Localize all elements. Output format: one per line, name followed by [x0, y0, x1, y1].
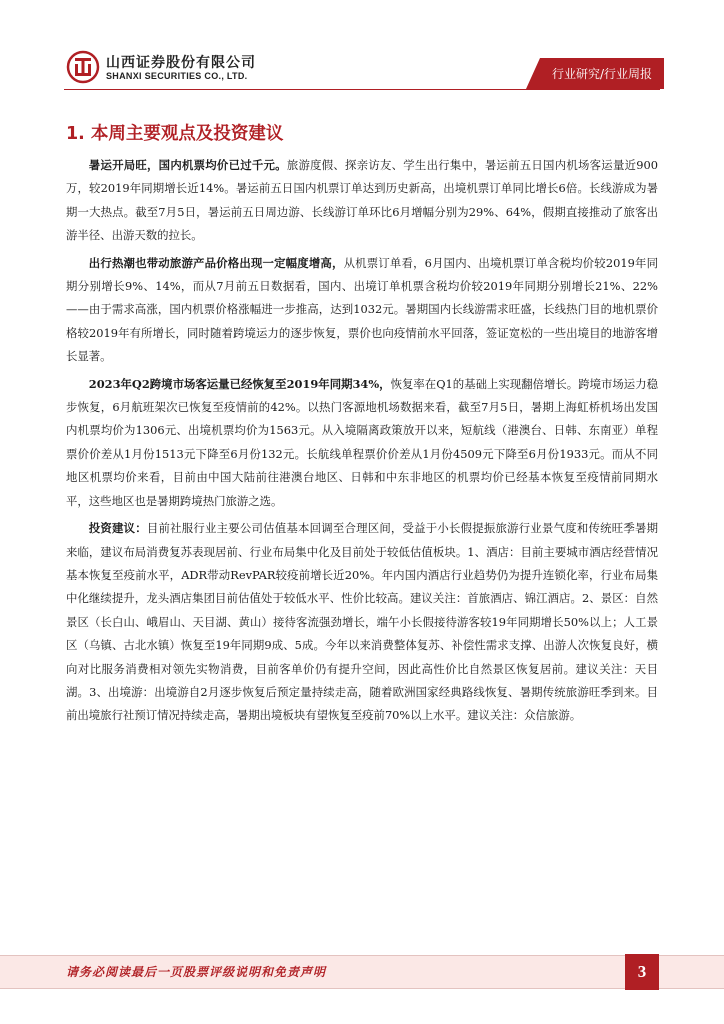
paragraph-text: 从机票订单看，6月国内、出境机票订单含税均价较2019年同期分别增长9%、14%，而从7月前五日数据看，国内、出境订单机票含税均价较2019年同期分别增长21%、22%——由于需求高涨，国内机票价格涨幅进一步推高，达到1032元。暑期国内长线游需求旺盛，长线热门目的地机票价格较2019年有所增长，同时随着跨境运力的逐步恢复，票价也向疫情前水平回落，签证宽松的一些出境目的地游客增长显著。	[66, 255, 658, 364]
page-header	[0, 0, 724, 100]
company-name-cn: 山西证券股份有限公司	[106, 55, 256, 71]
page-footer	[0, 955, 724, 989]
paragraph-text: 旅游度假、探亲访友、学生出行集中，暑运前五日国内机场客运量近900万，较2019年同期增长近14%。暑运前五日国内机票订单达到历史新高，出境机票订单同比增长6倍。长线游成为暑期一大热点。截至7月5日，暑运前五日周边游、长线游订单环比6月增幅分别为29%、64%，假期直接推动了旅客出游半径、出游天数的拉长。	[66, 158, 658, 243]
paragraph-prices	[66, 252, 658, 369]
paragraph-lead: 2023年Q2跨境市场客运量已经恢复至2019年同期34%，	[88, 376, 391, 391]
company-logo-icon	[66, 50, 100, 84]
paragraph-airfare	[66, 154, 658, 248]
header-divider	[64, 89, 660, 90]
paragraph-crossborder	[66, 373, 658, 513]
paragraph-text: 目前社服行业主要公司估值基本回调至合理区间，受益于小长假提振旅游行业景气度和传统旺季暑期来临，建议布局消费复苏表现居前、行业布局集中化及目前处于较低估值板块。1、酒店：目前主要城市酒店经营情况基本恢复至疫前水平，ADR带动RevPAR较疫前增长近20%。年内国内酒店行业趋势仍为提升连锁化率，行业布局集中化继续提升，龙头酒店集团目前估值处于较低水平、性价比较高。建议关注：首旅酒店、锦江酒店。2、景区：自然景区（长白山、峨眉山、天目湖、黄山）接待客流强劲增长，端午小长假接待游客较19年同期增长50%以上；人工景区（乌镇、古北水镇）恢复至19年同期9成、5成。今年以来消费整体复苏、补偿性需求支撑、出游人次恢复良好，横向对比服务消费相对领先实物消费，目前客单价仍有提升空间，因此高性价比自然景区恢复居前。建议关注：天目湖。3、出境游：出境游自2月逐步恢复后预定量持续走高，随着欧洲国家经典路线恢复、暑期传统旅游旺季到来。目前出境旅行社预订情况持续走高，暑期出境板块有望恢复至疫前70%以上水平。建议关注：众信旅游。	[66, 521, 658, 723]
report-body	[66, 154, 658, 732]
section-title: 1. 本周主要观点及投资建议	[66, 124, 284, 144]
paragraph-lead: 暑运开局旺，国内机票均价已过千元。	[88, 158, 287, 172]
paragraph-lead: 出行热潮也带动旅游产品价格出现一定幅度增高，	[88, 255, 344, 270]
paragraph-text: 恢复率在Q1的基础上实现翻倍增长。跨境市场运力稳步恢复，6月航班架次已恢复至疫情前的42%。以热门客源地机场数据来看，截至7月5日，暑期上海虹桥机场出发国内机票均价为1306元、出境机票均价为1563元。从入境隔离政策放开以来，短航线（港澳台、日韩、东南亚）单程票价价差从1月份1513元下降至6月份132元。长航线单程票价价差从1月份4509元下降至6月份1933元。而从不同地区机票均价来看，目前由中国大陆前往港澳台地区、日韩和中东非地区的机票均价已经基本恢复至疫情前同期水平，这些地区也是暑期跨境热门旅游之选。	[66, 376, 658, 508]
disclaimer-note: 请务必阅读最后一页股票评级说明和免责声明	[66, 965, 327, 979]
paragraph-investment	[66, 517, 658, 728]
page-number: 3	[625, 954, 659, 990]
company-name-en: SHANXI SECURITIES CO., LTD.	[106, 71, 248, 81]
paragraph-lead: 投资建议：	[88, 521, 147, 536]
report-category-tab: 行业研究/行业周报	[540, 58, 664, 89]
